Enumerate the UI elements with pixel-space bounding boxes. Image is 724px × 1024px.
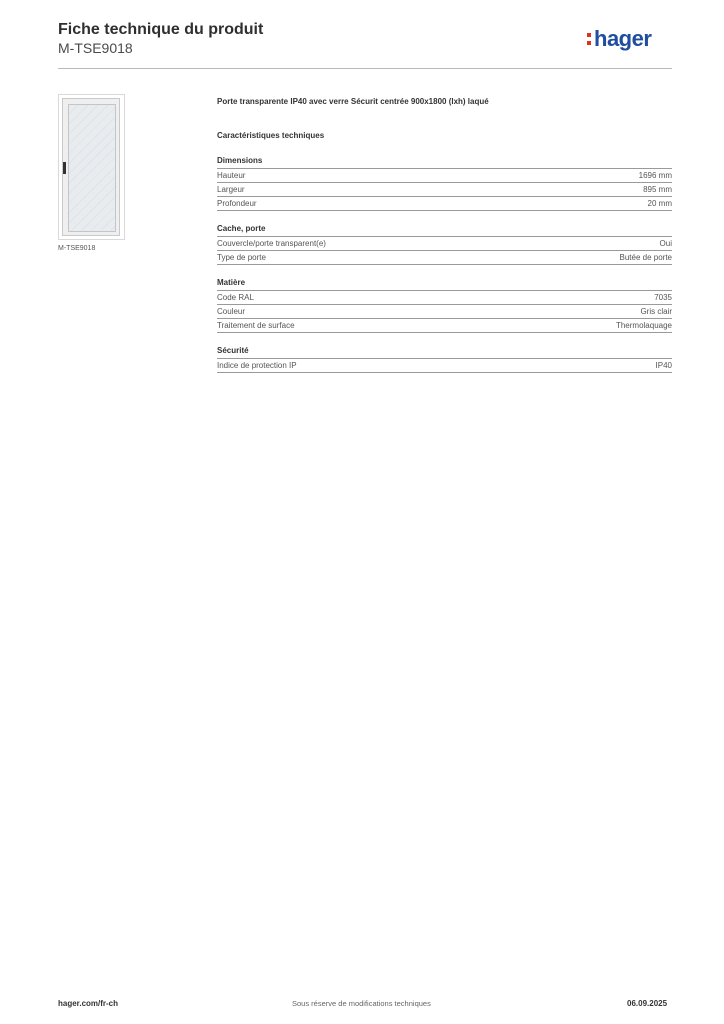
product-image: [58, 94, 125, 240]
group-title: Matière: [217, 277, 672, 291]
spec-label: Largeur: [217, 185, 245, 194]
spec-row: [217, 291, 672, 305]
spec-value: Oui: [659, 239, 672, 248]
spec-label: Indice de protection IP: [217, 361, 297, 370]
header-divider: [58, 68, 672, 69]
door-handle-icon: [63, 162, 66, 174]
spec-label: Code RAL: [217, 293, 254, 302]
footer-disclaimer: Sous réserve de modifications techniques: [292, 999, 431, 1008]
logo-text: hager: [594, 26, 652, 51]
spec-row: [217, 305, 672, 319]
logo-dots-icon: [587, 33, 591, 45]
group-matiere: [217, 277, 672, 333]
group-title: Cache, porte: [217, 223, 672, 237]
footer-date: 06.09.2025: [627, 999, 668, 1008]
door-glass-panel: [68, 104, 116, 232]
spec-row: [217, 359, 672, 373]
spec-value: Thermolaquage: [615, 321, 672, 330]
spec-row: [217, 237, 672, 251]
spec-value: 7035: [654, 293, 672, 302]
product-reference: M-TSE9018: [58, 40, 133, 56]
spec-row: [217, 251, 672, 265]
spec-row: [217, 319, 672, 333]
spec-value: 1696 mm: [638, 171, 672, 180]
spec-value: Butée de porte: [619, 253, 672, 262]
spec-row: [217, 197, 672, 211]
product-title: Porte transparente IP40 avec verre Sécurit centrée 900x1800 (lxh) laqué: [217, 97, 489, 106]
door-illustration: [62, 98, 120, 236]
page-title: Fiche technique du produit: [58, 21, 264, 38]
hager-logo[interactable]: [594, 26, 651, 52]
image-caption: M-TSE9018: [58, 245, 96, 252]
spec-row: [217, 183, 672, 197]
spec-value: 895 mm: [643, 185, 672, 194]
spec-value: IP40: [655, 361, 672, 370]
spec-value: Gris clair: [640, 307, 672, 316]
spec-label: Couleur: [217, 307, 246, 316]
spec-value: 20 mm: [647, 199, 672, 208]
group-dimensions: [217, 155, 672, 211]
spec-label: Couvercle/porte transparent(e): [217, 239, 326, 248]
spec-label: Hauteur: [217, 171, 246, 180]
group-title: Sécurité: [217, 345, 672, 359]
spec-label: Profondeur: [217, 199, 257, 208]
footer-website-link[interactable]: hager.com/fr-ch: [58, 999, 119, 1008]
spec-row: [217, 169, 672, 183]
section-title: Caractéristiques techniques: [217, 131, 325, 140]
group-title: Dimensions: [217, 155, 672, 169]
spec-label: Traitement de surface: [217, 321, 295, 330]
group-cache-porte: [217, 223, 672, 265]
group-securite: [217, 345, 672, 373]
spec-label: Type de porte: [217, 253, 266, 262]
